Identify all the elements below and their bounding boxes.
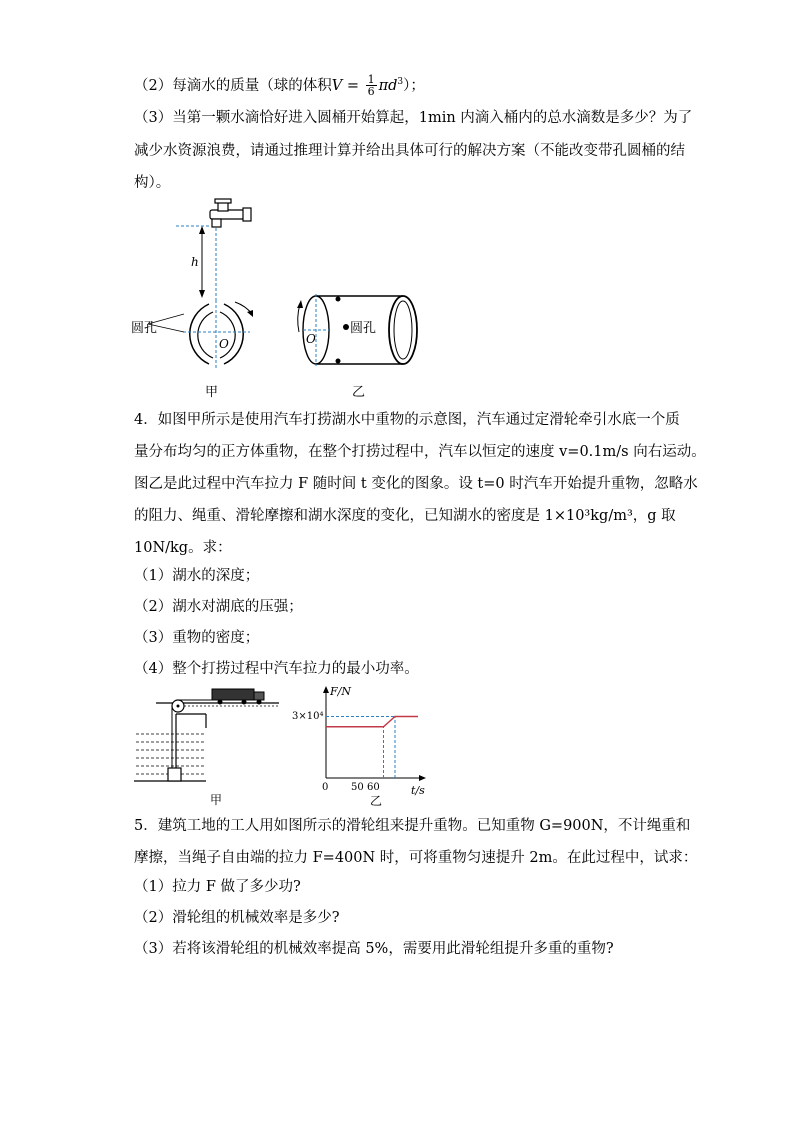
q4-line4: 的阻力、绳重、滑轮摩擦和湖水深度的变化，已知湖水的密度是 1×10³kg/m³，g 取	[134, 508, 676, 524]
q4-line3: 图乙是此过程中汽车拉力 F 随时间 t 变化的图象。设 t=0 时汽车开始提升重物，忽略水	[134, 476, 698, 492]
q4-sub1: （1）湖水的深度；	[134, 568, 260, 584]
q3-part2-prefix: （2）每滴水的质量（球的体积	[134, 77, 332, 94]
formula-exponent: 3	[397, 77, 404, 87]
q5-sub1: （1）拉力 F 做了多少功?	[134, 879, 301, 895]
label-hole-left: 圆孔	[131, 321, 158, 336]
y-tick-label: 3×10⁴	[292, 711, 324, 722]
caption-yi-2: 乙	[370, 794, 383, 808]
figure-drum	[128, 196, 438, 404]
drum-front	[183, 300, 253, 368]
formula-pid: πd	[378, 77, 398, 94]
origin-label: 0	[322, 782, 329, 793]
truck-icon	[212, 689, 264, 705]
x-tick-50: 50	[351, 782, 364, 793]
series-line-f	[326, 717, 418, 727]
label-o-left: O	[219, 337, 229, 351]
caption-yi-1: 乙	[352, 385, 366, 400]
figure-truck-lake	[134, 686, 284, 808]
q3-part3-line2: 减少水资源浪费，请通过推理计算并给出具体可行的解决方案（不能改变带孔圆桶的结	[134, 143, 685, 159]
fraction-denominator: 6	[367, 85, 375, 99]
label-hole-right: 圆孔	[350, 321, 377, 336]
q4-line1: 4．如图甲所示是使用汽车打捞湖水中重物的示意图，汽车通过定滑轮牵引水底一个质	[134, 412, 680, 428]
q4-line5: 10N/kg。求：	[134, 540, 232, 556]
fraction-numerator: 1	[367, 73, 375, 87]
q4-sub3: （3）重物的密度；	[134, 630, 260, 646]
x-axis-label: t/s	[411, 784, 425, 797]
q4-line2: 量分布均匀的正方体重物，在整个打捞过程中，汽车以恒定的速度 v=0.1m/s 向右运动。	[134, 444, 706, 460]
label-h: h	[191, 255, 199, 269]
q5-sub2: （2）滑轮组的机械效率是多少?	[134, 910, 340, 926]
faucet-icon	[210, 199, 251, 227]
figure-ft-graph	[292, 682, 436, 808]
q5-line1: 5．建筑工地的工人用如图所示的滑轮组来提升重物。已知重物 G=900N，不计绳重和	[134, 818, 691, 834]
q5-line2: 摩擦，当绳子自由端的拉力 F=400N 时，可将重物匀速提升 2m。在此过程中，试求：	[134, 850, 698, 866]
label-o-right: O	[306, 332, 316, 346]
formula-fraction	[366, 74, 377, 97]
cube-weight	[168, 768, 181, 781]
caption-jia-2: 甲	[210, 793, 223, 807]
q3-part3-line1: （3）当第一颗水滴恰好进入圆桶开始算起，1min 内滴入桶内的总水滴数是多少？为了	[134, 110, 693, 126]
formula-v: V	[331, 77, 343, 94]
q5-sub3: （3）若将该滑轮组的机械效率提高 5%，需要用此滑轮组提升多重的重物?	[134, 941, 614, 957]
formula-eq: =	[342, 77, 364, 94]
q3-part2	[134, 72, 425, 97]
q3-part3-line3: 构）。	[134, 175, 171, 191]
q3-part2-suffix: ）；	[403, 77, 425, 94]
x-tick-60: 60	[367, 782, 380, 793]
q4-sub2: （2）湖水对湖底的压强；	[134, 599, 303, 615]
q4-sub4: （4）整个打捞过程中汽车拉力的最小功率。	[134, 661, 419, 677]
caption-jia-1: 甲	[205, 385, 219, 400]
y-axis-label: F/N	[330, 685, 351, 698]
